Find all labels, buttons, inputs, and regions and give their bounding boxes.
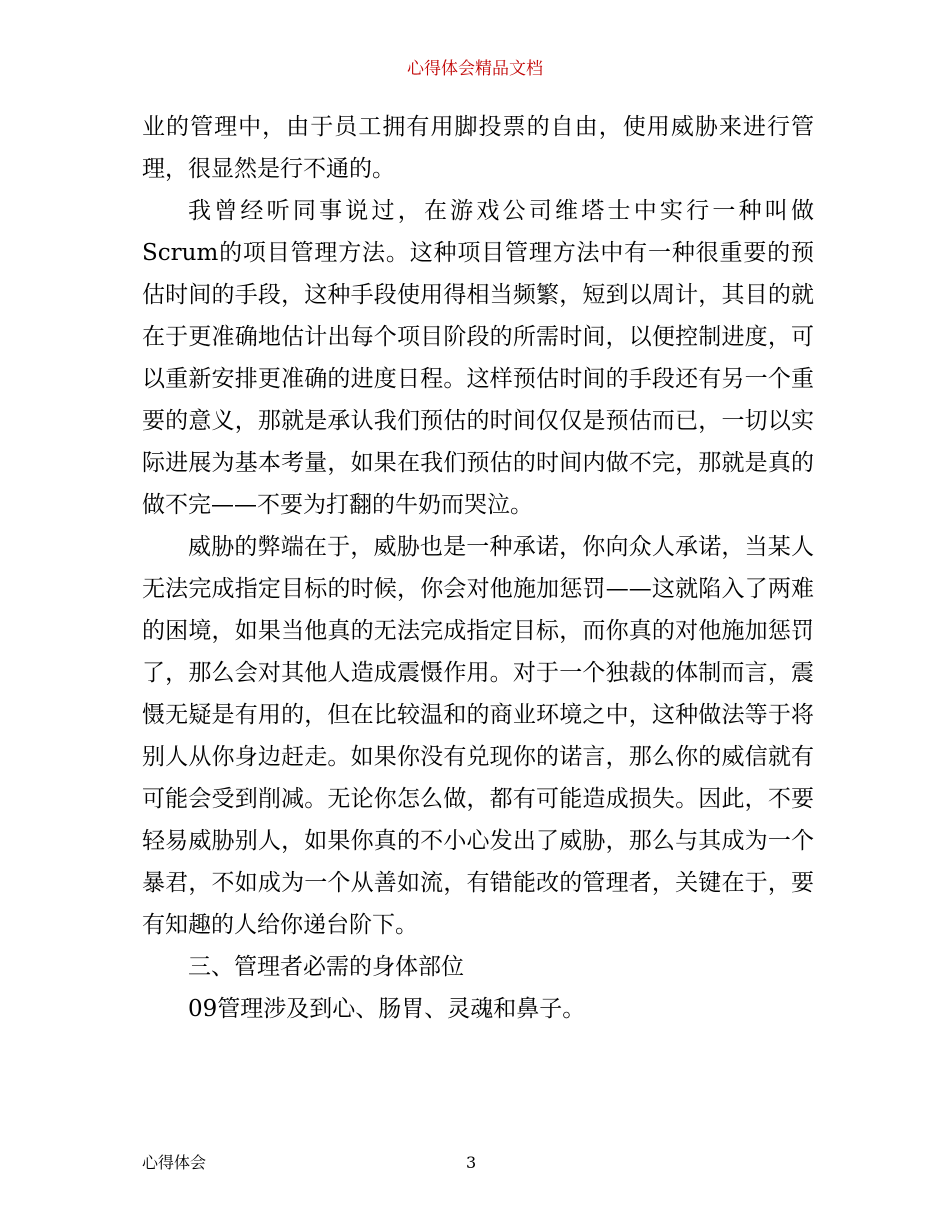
paragraph-management-parts: 09管理涉及到心、肠胃、灵魂和鼻子。: [188, 996, 586, 1022]
paragraph-scrum: 我曾经听同事说过，在游戏公司维塔士中实行一种叫做Scrum的项目管理方法。这种项目管理方法中有一种很重要的预估时间的手段，这种手段使用得相当频繁，短到以周计，其目的就在于更准确地估计出每个项目阶段的所需时间，以便控制进度，可以重新安排更准确的进度日程。这样预估时间的手段还有另一个重要的意义，那就是承认我们预估的时间仅仅是预估而已，一切以实际进展为基本考量，如果在我们预估的时间内做不完，那就是真的做不完——不要为打翻的牛奶而哭泣。: [142, 198, 814, 518]
document-header-title: 心得体会精品文档: [407, 59, 543, 79]
document-body: [142, 106, 814, 1030]
page-number: 3: [466, 1153, 477, 1172]
paragraph-threat-drawbacks: 威胁的弊端在于，威胁也是一种承诺，你向众人承诺，当某人无法完成指定目标的时候，你会对他施加惩罚——这就陷入了两难的困境，如果当他真的无法完成指定目标，而你真的对他施加惩罚了，那么会对其他人造成震慑作用。对于一个独裁的体制而言，震慑无疑是有用的，但在比较温和的商业环境之中，这种做法等于将别人从你身边赶走。如果你没有兑现你的诺言，那么你的威信就有可能会受到削减。无论你怎么做，都有可能造成损失。因此，不要轻易威胁别人，如果你真的不小心发出了威胁，那么与其成为一个暴君，不如成为一个从善如流，有错能改的管理者，关键在于，要有知趣的人给你递台阶下。: [142, 534, 814, 938]
footer-label: 心得体会: [142, 1153, 207, 1172]
paragraph-continuation: 业的管理中，由于员工拥有用脚投票的自由，使用威胁来进行管理，很显然是行不通的。: [142, 114, 814, 182]
section-heading: 三、管理者必需的身体部位: [188, 954, 464, 980]
